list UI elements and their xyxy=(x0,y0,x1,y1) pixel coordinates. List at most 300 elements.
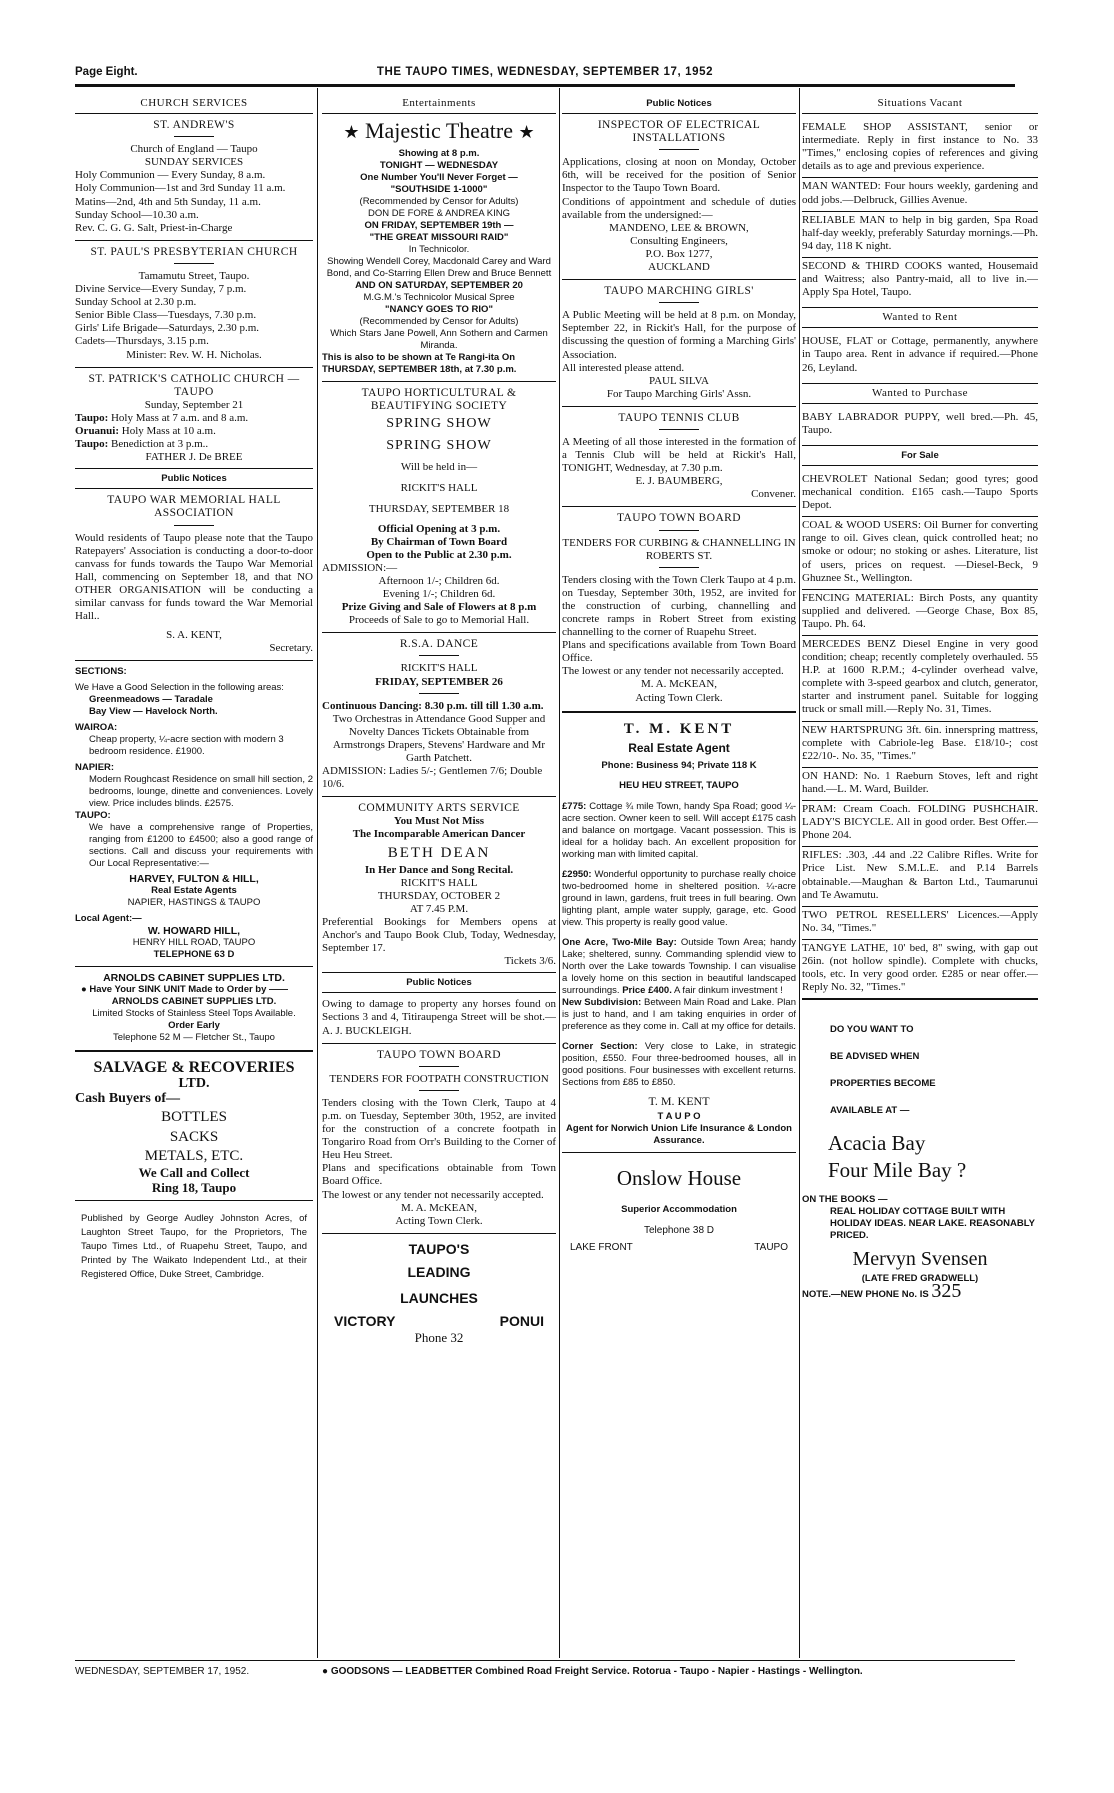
launch-victory: VICTORY xyxy=(334,1312,396,1329)
censor-note: (Recommended by Censor for Adults) xyxy=(359,196,519,208)
ad-lead: ON HAND: xyxy=(802,769,859,782)
marching-for: For Taupo Marching Girls' Assn. xyxy=(606,387,752,400)
st-pauls-line: Senior Bible Class—Tuesdays, 7.30 p.m. xyxy=(75,309,257,322)
st-andrews-line: Holy Communion — Every Sunday, 8 a.m. xyxy=(75,169,266,182)
taupo-text: We have a comprehensive range of Properties, ranging from £1200 to £4500; also a good range of sections. Call and discuss your requirements with Our Local Representative:— xyxy=(89,822,313,870)
tender-sign: M. A. McKEAN, xyxy=(640,678,718,691)
inspector-firm2: Consulting Engineers, xyxy=(630,234,728,247)
war-memorial-sign: S. A. KENT, xyxy=(166,629,222,642)
svensen-question: PROPERTIES BECOME xyxy=(830,1078,936,1090)
also-shown: This is also to be shown at Te Rangi-ita On THURSDAY, SEPTEMBER 18th, at 7.30 p.m. xyxy=(322,352,517,376)
tender-plans: Plans and specifications obtainable from Town Board Office. xyxy=(322,1162,556,1188)
technicolor: In Technicolor. xyxy=(408,244,470,256)
divider xyxy=(322,381,556,382)
footpath-tender xyxy=(322,1049,556,1228)
st-pauls-line: Cadets—Thursdays, 3.15 p.m. xyxy=(75,335,209,348)
arts-date: THURSDAY, OCTOBER 2 xyxy=(377,889,501,902)
film-title: "THE GREAT MISSOURI RAID" xyxy=(369,232,509,244)
arnolds-line: ● Have Your SINK UNIT Made to Order by —— xyxy=(81,984,289,996)
classified-ad xyxy=(802,847,1038,906)
admission-heading: ADMISSION:— xyxy=(322,561,398,574)
st-patricks-line xyxy=(75,412,313,425)
church-services-header: CHURCH SERVICES xyxy=(75,94,313,114)
arnolds-title: ARNOLDS CABINET SUPPLIES LTD. xyxy=(103,972,285,985)
ad-text: senior or intermediate. Reply in first instance to No. 33 "Times," enclosing copies of references and giving details as to age and previous experience. xyxy=(802,121,1038,173)
tender-lowest: The lowest or any tender not necessarily accepted. xyxy=(322,1188,544,1201)
inspector-box: P.O. Box 1277, xyxy=(645,247,713,260)
arts-miss: You Must Not Miss xyxy=(393,815,485,828)
film-title: "SOUTHSIDE 1-1000" xyxy=(390,184,488,196)
divider xyxy=(562,406,796,407)
column-2 xyxy=(322,90,556,1660)
page-number: Page Eight. xyxy=(75,66,138,78)
property-listing xyxy=(562,937,796,997)
description: A fair dinkum investment ! xyxy=(671,984,783,996)
divider xyxy=(659,567,699,568)
star-icon: ★ xyxy=(343,122,360,143)
ad-text: .303, .44 and .22 Calibre Rifles. Write for Price List. New S.M.L.E. and P.14 Barrels obtainable.—Maughan & Barton Ltd., Taumarunui and Te Awamutu. xyxy=(802,849,1038,901)
onslow-sub: Superior Accommodation xyxy=(621,1203,737,1215)
theatre-name: Majestic Theatre xyxy=(364,118,514,144)
st-patricks-title: ST. PATRICK'S CATHOLIC CHURCH — TAUPO xyxy=(88,372,300,398)
ad-lead: BABY LABRADOR PUPPY, xyxy=(802,410,940,423)
mass-time: Benediction at 3 p.m.. xyxy=(108,438,209,451)
st-pauls-line: Minister: Rev. W. H. Nicholas. xyxy=(126,348,262,361)
svensen-question: AVAILABLE AT — xyxy=(830,1105,910,1117)
ad-text: Licences.—Apply No. 34, "Times." xyxy=(802,908,1038,934)
ad-text: Diesel Engine in very good condition; cheap; recently completely overhauled. 55 H.P. at 1600 R.P.M.; 4-cylinder overhead valve, complete with 3-speed gearbox and clutch, generator, starter and instrument panel. Suitable for logging truck or small mill.—Reply No. 31, Times. xyxy=(802,638,1038,716)
ad-lead: COAL & WOOD USERS: xyxy=(802,519,921,532)
launches-line: LEADING xyxy=(407,1263,471,1280)
arnolds-ad xyxy=(75,972,313,1044)
svensen-question: BE ADVISED WHEN xyxy=(830,1051,920,1063)
description: Very close to Lake, in strategic position, £550. Four three-bedroomed houses, all in good positions. Four businesses with excellent returns. Sections from £85 to £850. xyxy=(562,1040,796,1088)
svensen-books2: REAL HOLIDAY COTTAGE BUILT WITH HOLIDAY IDEAS. NEAR LAKE. REASONABLY PRICED. xyxy=(830,1206,1035,1242)
dancer-name: BETH DEAN xyxy=(387,844,491,861)
friday-showing: ON FRIDAY, SEPTEMBER 19th — xyxy=(364,220,514,232)
firm-location: NAPIER, HASTINGS & TAUPO xyxy=(127,897,261,909)
kent-street: HEU HEU STREET, TAUPO xyxy=(619,779,739,791)
classified-ad xyxy=(802,801,1038,847)
masthead xyxy=(75,62,1015,87)
classified-ad xyxy=(802,212,1038,258)
divider xyxy=(562,711,796,713)
ad-lead: SECOND & THIRD COOKS wanted, xyxy=(802,259,983,272)
st-patricks-priest: FATHER J. De BREE xyxy=(145,451,243,464)
divider xyxy=(562,506,796,507)
property-listing xyxy=(562,1041,796,1089)
chairman: By Chairman of Town Board xyxy=(370,535,508,548)
local-agent-heading: Local Agent:— xyxy=(75,913,142,925)
kent-name: T. M. KENT xyxy=(623,720,735,737)
ad-lead: MERCEDES BENZ xyxy=(802,638,896,650)
svensen-late: (LATE FRED GRADWELL) xyxy=(861,1273,979,1285)
ad-lead: HOUSE, FLAT xyxy=(802,335,873,348)
property-listing xyxy=(562,997,796,1033)
official-opening: Official Opening at 3 p.m. xyxy=(377,522,501,535)
arts-body: Preferential Bookings for Members opens at Anchor's and Taupo Book Club, Today, Wednesday, September 17. xyxy=(322,915,556,955)
arts-time: AT 7.45 P.M. xyxy=(409,902,469,915)
sections-intro: We Have a Good Selection in the following areas: xyxy=(75,682,284,694)
column-1 xyxy=(75,90,313,1655)
publisher-note: Published by George Audley Johnston Acres, of Laughton Street Taupo, for the Proprietors, The Taupo Times Ltd., of Ruapehu Street, Taupo, and Printed by The Waikato Independent Ltd., at their Registered Office, Duke Street, Cambridge. xyxy=(81,1213,307,1281)
ad-lead: RIFLES: xyxy=(802,849,842,862)
arts-incomparable: The Incomparable American Dancer xyxy=(352,828,526,841)
mass-time: Holy Mass at 7 a.m. and 8 a.m. xyxy=(108,411,249,424)
inspector-firm: MANDENO, LEE & BROWN, xyxy=(609,221,749,234)
arnolds-line: Order Early xyxy=(168,1020,220,1032)
salvage-ring: Ring 18, Taupo xyxy=(151,1180,237,1196)
war-memorial-body: Would residents of Taupo please note that the Taupo Ratepayers' Association is conducting a door-to-door canvass for funds towards the Taupo War Memorial Hall, commencing on September 18, and that NO OTHER ORGANISATION will be conducting a similar canvass for funds toward the War Memorial Hall.. xyxy=(75,531,313,623)
tender-plans: Plans and specifications available from Town Board Office. xyxy=(562,639,796,665)
column-rule xyxy=(799,88,800,1658)
salvage-item: SACKS xyxy=(169,1129,219,1146)
divider xyxy=(174,263,214,264)
classified-ad xyxy=(802,178,1038,211)
rsa-admission: ADMISSION: Ladies 5/-; Gentlemen 7/6; Double 10/6. xyxy=(322,765,543,791)
classified-ad xyxy=(802,768,1038,801)
marching-body: A Public Meeting will be held at 8 p.m. on Monday, September 22, in Rickit's Hall, for the purpose of discussing the question of forming a Marching Girls' Association. xyxy=(562,309,796,361)
agent-telephone: TELEPHONE 63 D xyxy=(153,949,235,961)
inspector-body: Applications, closing at noon on Monday, October 6th, will be received for the position of Senior Inspector to the Taupo Town Board. xyxy=(562,156,796,195)
divider xyxy=(419,1066,459,1067)
divider xyxy=(322,632,556,633)
majestic-theatre-ad xyxy=(322,119,556,376)
divider xyxy=(419,693,459,694)
wairoa-text: Cheap property, ¼-acre section with modern 3 bedroom residence. £1900. xyxy=(89,734,284,758)
classified-ad xyxy=(802,517,1038,589)
agent-address: HENRY HILL ROAD, TAUPO xyxy=(132,937,256,949)
public-notices-header: Public Notices xyxy=(562,94,796,114)
st-andrews-line: Sunday School—10.30 a.m. xyxy=(75,208,199,221)
st-andrews-title: ST. ANDREW'S xyxy=(153,119,235,132)
price: Price £400. xyxy=(622,984,672,996)
film-stars: DON DE FORE & ANDREA KING xyxy=(368,208,510,220)
ad-text: 10' bed, 8" swing, with gap out 26in. (not hollow spindle). Complete with chucks, tools, etc. In very good order. £285 or near offer.—Reply No. 32, "Times." xyxy=(802,941,1038,994)
spring-show: SPRING SHOW xyxy=(386,416,492,432)
launches-line: LAUNCHES xyxy=(400,1289,478,1306)
salvage-cash: Cash Buyers of— xyxy=(75,1091,181,1107)
kent-phone: Phone: Business 94; Private 118 K xyxy=(601,759,757,771)
areas: Greenmeadows — Taradale xyxy=(89,694,213,706)
launches-phone: Phone 32 xyxy=(414,1329,464,1345)
community-arts-ad xyxy=(322,802,556,968)
heading: Corner Section: xyxy=(562,1040,638,1052)
town-board-title: TAUPO TOWN BOARD xyxy=(377,1048,501,1061)
wanted-to-purchase-header: Wanted to Purchase xyxy=(802,383,1038,404)
svensen-place: Four Mile Bay ? xyxy=(828,1158,967,1183)
divider xyxy=(75,966,313,967)
proceeds: Proceeds of Sale to go to Memorial Hall. xyxy=(348,614,530,627)
classified-ad xyxy=(802,907,1038,940)
ad-lead: MAN WANTED: xyxy=(802,180,881,193)
inspector-city: AUCKLAND xyxy=(648,261,710,274)
public-opening: Open to the Public at 2.30 p.m. xyxy=(366,548,512,561)
agent-name: W. HOWARD HILL, xyxy=(147,925,241,938)
divider xyxy=(322,1043,556,1044)
classified-ad xyxy=(802,471,1038,517)
admission-afternoon: Afternoon 1/-; Children 6d. xyxy=(378,574,500,587)
horticultural-title: TAUPO HORTICULTURAL & BEAUTIFYING SOCIETY xyxy=(361,387,517,413)
sunday-services: SUNDAY SERVICES xyxy=(144,156,244,169)
war-memorial-role: Secretary. xyxy=(269,642,313,655)
ad-text: Cream Coach. FOLDING PUSHCHAIR. LADY'S BICYCLE. All in good order. Best Offer.—Phone 204. xyxy=(802,803,1038,842)
price: £775: xyxy=(562,800,587,812)
tennis-notice xyxy=(562,412,796,502)
newspaper-title: THE TAUPO TIMES, WEDNESDAY, SEPTEMBER 17, 1952 xyxy=(376,66,714,78)
arnolds-line: Limited Stocks of Stainless Steel Tops Available. xyxy=(92,1008,296,1020)
ad-text: Birch Posts, any quantity supplied and delivered. —George Chase, Box 85, Taupo. Ph. 64. xyxy=(802,591,1038,630)
onslow-front: LAKE FRONT xyxy=(570,1241,633,1253)
launches-ad xyxy=(322,1239,556,1344)
footer-date: WEDNESDAY, SEPTEMBER 17, 1952. xyxy=(75,1666,250,1677)
salvage-item: METALS, ETC. xyxy=(144,1148,244,1165)
areas: Bay View — Havelock North. xyxy=(89,706,218,718)
price: £2950: xyxy=(562,868,592,880)
st-pauls-line: Divine Service—Every Sunday, 7 p.m. xyxy=(75,283,247,296)
censor-note: (Recommended by Censor for Adults) xyxy=(359,316,519,328)
held-in: Will be held in— xyxy=(400,461,478,474)
st-pauls-title: ST. PAUL'S PRESBYTERIAN CHURCH xyxy=(90,245,298,258)
column-rule xyxy=(317,88,318,1658)
rsa-dancing: Continuous Dancing: 8.30 p.m. till till 1.30 a.m. xyxy=(322,699,544,712)
war-memorial-title: TAUPO WAR MEMORIAL HALL ASSOCIATION xyxy=(107,494,281,520)
wairoa-heading: WAIROA: xyxy=(75,722,118,734)
kent-sign: T. M. KENT xyxy=(648,1093,710,1108)
one-number: One Number You'll Never Forget — xyxy=(360,172,518,184)
rsa-date: FRIDAY, SEPTEMBER 26 xyxy=(375,675,503,688)
marching-sign: PAUL SILVA xyxy=(648,374,710,387)
description: Cottage ¾ mile Town, handy Spa Road; good ¼-acre section. Owner keen to sell. Will accept £175 cash and balance on mortgage. Vacant possession. This is ideal for a holiday bach. An excellent proposition for working man with limited capital. xyxy=(562,800,796,860)
theatre-name-line xyxy=(322,119,556,144)
onslow-house-ad xyxy=(562,1163,796,1254)
tender-body: Tenders closing with the Town Clerk, Taupo at 4 p.m. on Tuesday, September 30th, 1952, are invited for the construction of a concrete footpath in Tongariro Road from Orr's Building to the Corner of Heu Heu Street. xyxy=(322,1096,556,1162)
film-title: "NANCY GOES TO RIO" xyxy=(385,304,493,316)
film-stars: Showing Wendell Corey, Macdonald Carey and Ward Bond, and Co-Starring Ellen Drew and Bruce Bennett xyxy=(326,256,552,280)
salvage-item: BOTTLES xyxy=(161,1109,227,1126)
tender-body: Tenders closing with the Town Clerk Taupo at 4 p.m. on Tuesday, September 30th, 1952, are invited for the construction of curbing, channelling and concrete ramps in Robert Street from existing channelling to the corner of Ruapehu Street. xyxy=(562,573,796,639)
public-notices-header: Public Notices xyxy=(322,972,556,993)
ad-text: Four hours weekly, gardening and odd jobs.—Delbruck, Gillies Avenue. xyxy=(802,180,1038,206)
inspector-body2: Conditions of appointment and schedule of duties available from the undersigned:— xyxy=(562,195,796,221)
salvage-ad xyxy=(75,1058,313,1195)
st-pauls-line: Sunday School at 2.30 p.m. xyxy=(75,296,197,309)
entertainments-header: Entertainments xyxy=(322,94,556,114)
venue: RICKIT'S HALL xyxy=(400,482,478,495)
tender-role: Acting Town Clerk. xyxy=(635,691,723,704)
kent-town: T A U P O xyxy=(657,1110,701,1122)
tennis-role: Convener. xyxy=(751,488,796,501)
onslow-name: Onslow House xyxy=(616,1165,742,1190)
st-patricks-line xyxy=(75,438,313,451)
divider xyxy=(75,1200,313,1201)
napier-heading: NAPIER: xyxy=(75,762,115,774)
place: Taupo: xyxy=(75,438,109,451)
divider xyxy=(322,1233,556,1234)
tenders-title: TENDERS FOR FOOTPATH CONSTRUCTION xyxy=(329,1072,549,1085)
footer-rule xyxy=(75,1660,1015,1661)
inspector-title: INSPECTOR OF ELECTRICAL INSTALLATIONS xyxy=(597,119,761,145)
arts-tickets: Tickets 3/6. xyxy=(504,955,556,968)
launch-ponui: PONUI xyxy=(499,1312,544,1329)
classified-ad xyxy=(802,722,1038,768)
ad-text: No. 1 Raeburn Stoves, left and right hand.—L. M. Ward, Builder. xyxy=(802,769,1038,795)
ad-text: National Sedan; good tyres; good mechanical condition. £165 cash.—Taupo Sports Depot. xyxy=(802,472,1038,512)
divider xyxy=(562,1152,796,1153)
place: Oruanui: xyxy=(75,424,120,437)
heading: New Subdivision: xyxy=(562,996,642,1008)
column-rule xyxy=(559,88,560,1658)
launch-names xyxy=(322,1311,556,1331)
public-notices-header: Public Notices xyxy=(75,468,313,489)
classified-ad xyxy=(802,119,1038,178)
ad-lead: PRAM: xyxy=(802,803,837,816)
launches-line: TAUPO'S xyxy=(408,1240,470,1257)
horses-notice: Owing to damage to property any horses found on Sections 3 and 4, Titiraupenga Street will be shot.—A. J. BUCKLEIGH. xyxy=(322,998,556,1037)
divider xyxy=(75,1050,313,1052)
taupo-heading: TAUPO: xyxy=(75,810,111,822)
tender-lowest: The lowest or any tender not necessarily accepted. xyxy=(562,665,784,678)
st-patricks-line xyxy=(75,425,313,438)
classified-ad xyxy=(802,409,1038,441)
goodsons-footer: ● GOODSONS — LEADBETTER Combined Road Freight Service. Rotorua - Taupo - Napier - Hastings - Wellington. xyxy=(322,1666,863,1677)
kent-agent: Agent for Norwich Union Life Insurance & London Assurance. xyxy=(566,1122,792,1146)
napier-text: Modern Roughcast Residence on small hill section, 2 bedrooms, lounge, dinette and conveniences. Lovely view. Price includes blinds. £2575. xyxy=(89,774,313,810)
sections-ad xyxy=(75,666,313,961)
star-icon: ★ xyxy=(518,122,535,143)
prize-giving: Prize Giving and Sale of Flowers at 8 p.m xyxy=(341,601,537,614)
for-sale-header: For Sale xyxy=(802,445,1038,466)
town-board-title: TAUPO TOWN BOARD xyxy=(617,512,741,525)
sections-title: SECTIONS: xyxy=(75,666,127,678)
onslow-location xyxy=(562,1237,796,1254)
rsa-body: Two Orchestras in Attendance Good Supper and Novelty Dances Tickets Obtainable from Armstrongs Drapers, Stevens' Hardware and Mr Garth Patchett. xyxy=(332,712,546,764)
situations-vacant-header: Situations Vacant xyxy=(802,94,1038,114)
property-listing xyxy=(562,801,796,861)
tender-sign: M. A. McKEAN, xyxy=(400,1201,478,1214)
svensen-place: Acacia Bay xyxy=(828,1131,926,1156)
st-andrews-sub: Church of England — Taupo xyxy=(130,143,258,156)
onslow-town: TAUPO xyxy=(754,1241,788,1253)
divider xyxy=(659,149,699,150)
divider xyxy=(174,136,214,137)
wanted-to-rent-header: Wanted to Rent xyxy=(802,307,1038,328)
divider xyxy=(75,367,313,368)
column-3 xyxy=(562,90,796,1660)
divider xyxy=(322,796,556,797)
divider xyxy=(419,655,459,656)
st-andrews-line: Rev. C. G. G. Salt, Priest-in-Charge xyxy=(75,221,233,234)
showing-time: Showing at 8 p.m. xyxy=(398,148,480,160)
salvage-call: We Call and Collect xyxy=(138,1165,250,1181)
ad-lead: RELIABLE MAN xyxy=(802,213,886,226)
mass-time: Holy Mass at 10 a.m. xyxy=(119,424,216,437)
firm-sub: Real Estate Agents xyxy=(151,885,237,897)
description: Between Main Road and Lake. Plan is just to hand, and I am taking enquiries in order of preference as they come in. Call at my office for details. xyxy=(562,996,796,1032)
divider xyxy=(659,302,699,303)
st-andrews-line: Matins—2nd, 4th and 5th Sunday, 11 a.m. xyxy=(75,195,261,208)
tennis-title: TAUPO TENNIS CLUB xyxy=(618,411,740,424)
classified-ad xyxy=(802,258,1038,303)
svensen-note: NOTE.—NEW PHONE No. IS xyxy=(802,1289,929,1301)
ad-text: Oil Burner for converting range to oil. Gives clean, quick controlled heat; no smoke or odour; no stoking or ashes. Literature, list of users, prices on request. —Diesel-Beck, 9 Ghuznee St., Wellington. xyxy=(802,519,1038,584)
heading: One Acre, Two-Mile Bay: xyxy=(562,936,677,948)
rsa-venue: RICKIT'S HALL xyxy=(400,662,478,675)
saturday-showing: AND ON SATURDAY, SEPTEMBER 20 xyxy=(355,280,523,292)
arnolds-line: ARNOLDS CABINET SUPPLIES LTD. xyxy=(111,996,277,1008)
ad-lead: FENCING MATERIAL: xyxy=(802,591,914,604)
ad-text: 3ft. 6in. innerspring mattress, complete with Cabriole-leg Base. £18/10-; cost £22/10-. No. 35, "Times." xyxy=(802,723,1038,762)
svensen-name: Mervyn Svensen xyxy=(852,1248,988,1271)
marching-title: TAUPO MARCHING GIRLS' xyxy=(604,285,754,298)
spring-show: SPRING SHOW xyxy=(386,438,492,454)
recital: In Her Dance and Song Recital. xyxy=(364,863,514,876)
horticultural-ad xyxy=(322,387,556,627)
ad-text: well bred.—Ph. 45, Taupo. xyxy=(802,410,1038,436)
tender-role: Acting Town Clerk. xyxy=(395,1214,483,1227)
classified-ad xyxy=(802,590,1038,636)
st-andrews-line: Holy Communion—1st and 3rd Sunday 11 a.m. xyxy=(75,182,286,195)
mgm-note: M.G.M.'s Technicolor Musical Spree xyxy=(363,292,515,304)
st-pauls-address: Tamamutu Street, Taupo. xyxy=(138,269,250,282)
divider xyxy=(174,525,214,526)
classified-ad xyxy=(802,333,1038,378)
arts-title: COMMUNITY ARTS SERVICE xyxy=(358,802,520,815)
ad-lead: CHEVROLET xyxy=(802,472,868,485)
description: Outside Town Area; handy Lake; sheltered, sunny. Commanding splendid view to North over the Lake towards Township. I can visualise a lovely home on this section in beautiful landscaped surroundings. xyxy=(562,936,796,996)
divider xyxy=(419,1090,459,1091)
svensen-books: ON THE BOOKS — xyxy=(802,1194,888,1206)
kent-real-estate-ad xyxy=(562,719,796,1147)
rsa-title: R.S.A. DANCE xyxy=(399,638,479,651)
ad-lead: TANGYE LATHE, xyxy=(802,941,889,954)
tenders-title: TENDERS FOR CURBING & CHANNELLING IN ROBERTS ST. xyxy=(562,536,796,562)
rsa-dance-ad xyxy=(322,638,556,791)
classified-ad xyxy=(802,636,1038,722)
curbing-tender xyxy=(562,512,796,704)
st-patricks-date: Sunday, September 21 xyxy=(144,398,244,411)
place: Taupo: xyxy=(75,411,109,424)
ad-lead: NEW HARTSPRUNG xyxy=(802,723,903,736)
property-listing xyxy=(562,869,796,929)
svensen-note-line xyxy=(802,1280,1038,1303)
inspector-notice xyxy=(562,119,796,274)
ad-text: or Cottage, permanently, anywhere in Taupo area. Rent in advance if required.—Phone 26, Leyland. xyxy=(802,335,1038,374)
svensen-question: DO YOU WANT TO xyxy=(830,1024,914,1036)
st-pauls-line: Girls' Life Brigade—Saturdays, 2.30 p.m. xyxy=(75,322,260,335)
film-stars: Which Stars Jane Powell, Ann Sothern and Carmen Miranda. xyxy=(330,328,548,352)
divider xyxy=(75,660,313,661)
tennis-sign: E. J. BAUMBERG, xyxy=(635,475,723,488)
onslow-tel: Telephone 38 D xyxy=(643,1224,715,1236)
column-4 xyxy=(802,90,1038,1660)
kent-sub: Real Estate Agent xyxy=(628,740,730,755)
marching-invite: All interested please attend. xyxy=(562,361,685,374)
classified-ad xyxy=(802,940,1038,1000)
divider xyxy=(75,240,313,241)
harvey-firm: HARVEY, FULTON & HILL, xyxy=(129,873,259,886)
ad-lead: FEMALE SHOP ASSISTANT, xyxy=(802,121,968,134)
arnolds-line: Telephone 52 M — Fletcher St., Taupo xyxy=(113,1032,275,1044)
marching-girls-notice xyxy=(562,285,796,401)
divider xyxy=(562,279,796,280)
salvage-ltd: LTD. xyxy=(178,1076,210,1092)
tonight: TONIGHT — WEDNESDAY xyxy=(379,160,499,172)
ad-lead: TWO PETROL RESELLERS' xyxy=(802,908,949,921)
svensen-phone-number: 325 xyxy=(931,1280,962,1303)
description: Wonderful opportunity to purchase really choice two-bedroomed home in sheltered position. ¼-acre ground in lawn, gardens, fruit trees in full bearing. Own lighting plant, ample water supply, garage, etc. Good view. This property is really good value. xyxy=(562,868,796,928)
arts-venue: RICKIT'S HALL xyxy=(400,876,478,889)
